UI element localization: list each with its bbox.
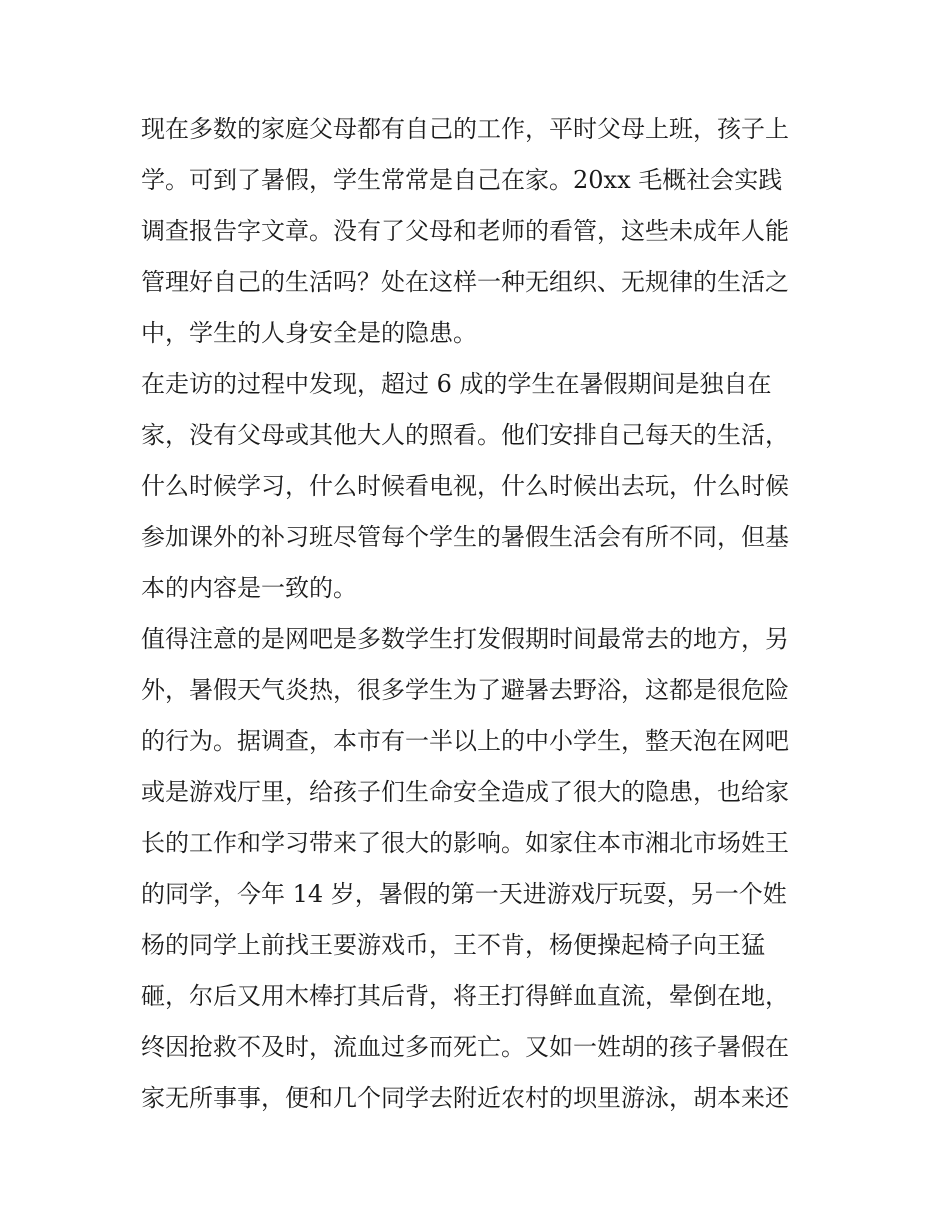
text-line: 的行为。据调查，本市有一半以上的中小学生，整天泡在网吧: [141, 727, 789, 755]
paragraph-1: [141, 104, 813, 359]
text-line: 值得注意的是网吧是多数学生打发假期时间最常去的地方，另: [141, 625, 789, 653]
text-line: 的同学，今年 14 岁，暑假的第一天进游戏厅玩耍，另一个姓: [141, 880, 787, 908]
text-line: 什么时候学习，什么时候看电视，什么时候出去玩，什么时候: [141, 472, 789, 500]
text-line: 终因抢救不及时，流血过多而死亡。又如一姓胡的孩子暑假在: [141, 1033, 789, 1061]
text-line: 参加课外的补习班尽管每个学生的暑假生活会有所不同，但基: [141, 523, 789, 551]
text-line: 杨的同学上前找王要游戏币，王不肯，杨便操起椅子向王猛: [141, 931, 765, 959]
text-line: 或是游戏厅里，给孩子们生命安全造成了很大的隐患，也给家: [141, 778, 789, 806]
text-line: 外，暑假天气炎热，很多学生为了避暑去野浴，这都是很危险: [141, 676, 789, 704]
text-line: 管理好自己的生活吗？处在这样一种无组织、无规律的生活之: [141, 268, 789, 296]
paragraph-2: [141, 359, 813, 614]
text-line: 本的内容是一致的。: [141, 574, 357, 602]
text-line: 现在多数的家庭父母都有自己的工作，平时父母上班，孩子上: [141, 115, 789, 143]
text-line: 中，学生的人身安全是的隐患。: [141, 319, 477, 347]
document-body: [141, 104, 813, 1124]
text-line: 砸，尔后又用木棒打其后背，将王打得鲜血直流，晕倒在地，: [141, 982, 789, 1010]
paragraph-3: [141, 614, 813, 1124]
text-line: 学。可到了暑假，学生常常是自己在家。20xx 毛概社会实践: [141, 166, 783, 194]
text-line: 长的工作和学习带来了很大的影响。如家住本市湘北市场姓王: [141, 829, 789, 857]
text-line: 家无所事事，便和几个同学去附近农村的坝里游泳，胡本来还: [141, 1084, 789, 1112]
text-line: 在走访的过程中发现，超过 6 成的学生在暑假期间是独自在: [141, 370, 772, 398]
text-line: 调查报告字文章。没有了父母和老师的看管，这些未成年人能: [141, 217, 789, 245]
text-line: 家，没有父母或其他大人的照看。他们安排自己每天的生活，: [141, 421, 789, 449]
